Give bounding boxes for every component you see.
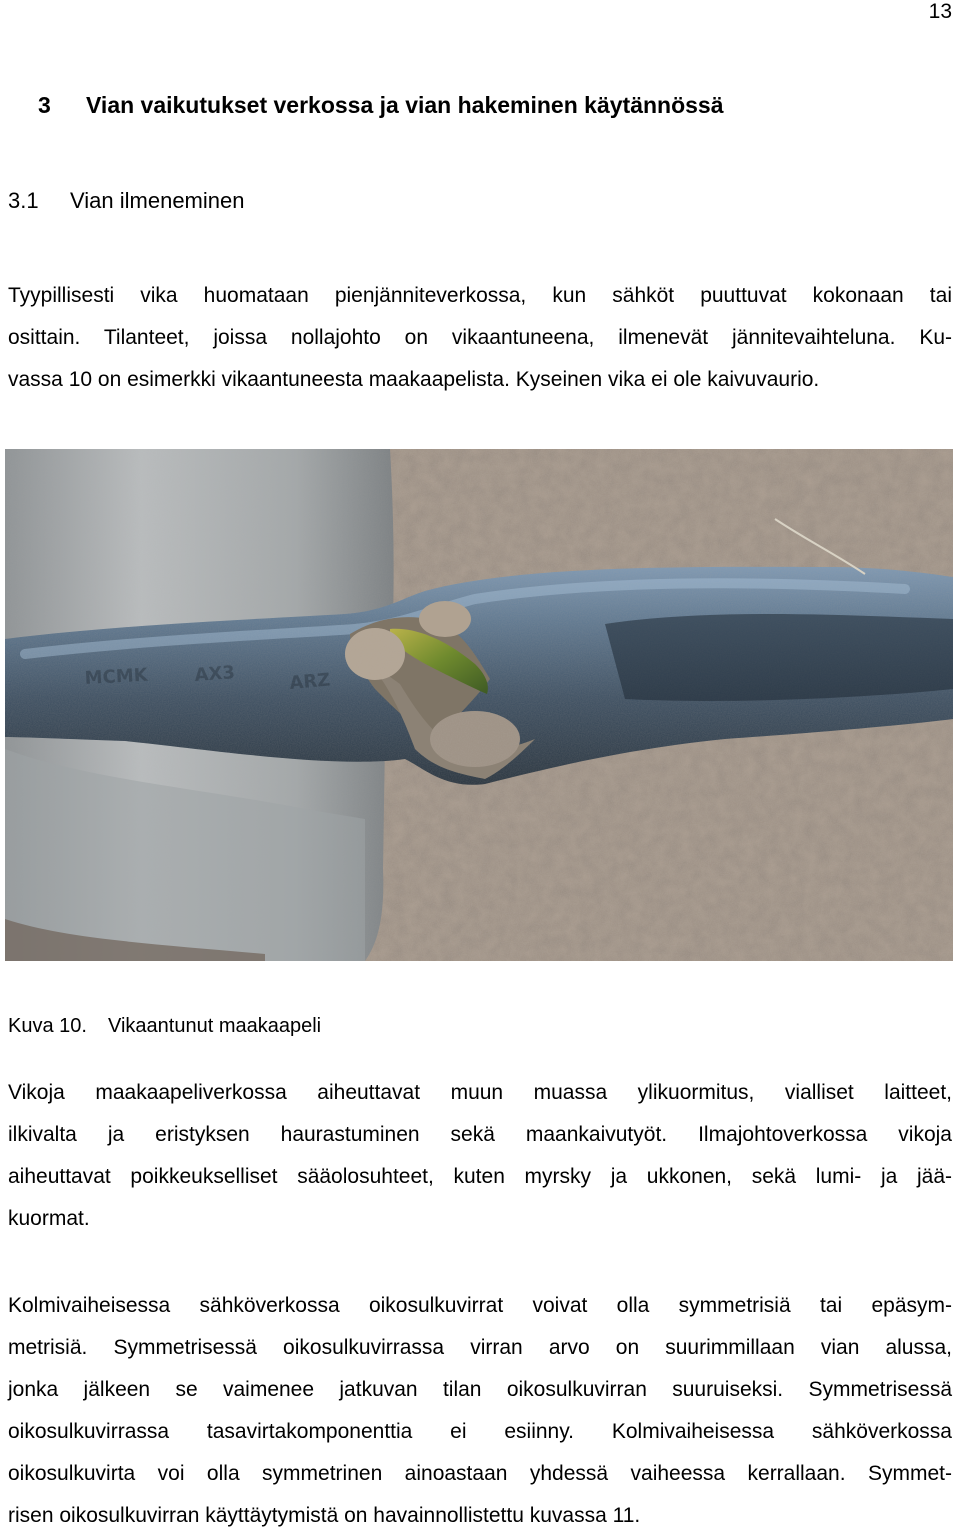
paragraph-line: metrisiä. Symmetrisessä oikosulkuvirrassa virran arvo on suurimmillaan vian alussa, xyxy=(8,1336,952,1359)
paragraph-line: oikosulkuvirrassa tasavirtakomponenttia ei esiinny. Kolmivaiheisessa sähköverkossa xyxy=(8,1420,952,1443)
paragraph-line: kuormat. xyxy=(8,1207,90,1230)
figure-caption-text: Vikaantunut maakaapeli xyxy=(108,1015,322,1037)
paragraph-intro xyxy=(8,275,952,401)
page-number: 13 xyxy=(928,0,952,23)
section-title: Vian ilmeneminen xyxy=(70,188,245,213)
section-number: 3.1 xyxy=(8,188,39,213)
figure-caption-label: Kuva 10. xyxy=(8,1015,87,1037)
paragraph-line: oikosulkuvirta voi olla symmetrinen ainoastaan yhdessä vaiheessa kerrallaan. Symmet- xyxy=(8,1462,952,1485)
paragraph-line: Vikoja maakaapeliverkossa aiheuttavat muun muassa ylikuormitus, vialliset laitteet, xyxy=(8,1081,952,1104)
svg-text:MCMK: MCMK xyxy=(84,664,149,689)
paragraph-line: ilkivalta ja eristyksen haurastuminen sekä maankaivutyöt. Ilmajohtoverkossa vikoja xyxy=(8,1123,952,1146)
paragraph-fault-causes xyxy=(8,1072,952,1240)
chapter-title: Vian vaikutukset verkossa ja vian hakeminen käytännössä xyxy=(86,92,724,118)
paragraph-line: risen oikosulkuvirran käyttäytymistä on havainnollistettu kuvassa 11. xyxy=(8,1504,641,1527)
paragraph-line: vassa 10 on esimerkki vikaantuneesta maakaapelista. Kyseinen vika ei ole kaivuvaurio. xyxy=(8,368,820,391)
paragraph-line: jonka jälkeen se vaimenee jatkuvan tilan oikosulkuvirran suuruiseksi. Symmetrisessä xyxy=(8,1378,952,1401)
paragraph-line: aiheuttavat poikkeukselliset sääolosuhteet, kuten myrsky ja ukkonen, sekä lumi- ja jää- xyxy=(8,1165,952,1188)
svg-text:ARZ: ARZ xyxy=(288,669,332,694)
damaged-cable-photo xyxy=(5,449,953,961)
section-heading xyxy=(8,186,244,216)
paragraph-short-circuit xyxy=(8,1285,952,1537)
paragraph-line: Tyypillisesti vika huomataan pienjänniteverkossa, kun sähköt puuttuvat kokonaan tai xyxy=(8,284,952,307)
paragraph-line: Kolmivaiheisessa sähköverkossa oikosulkuvirrat voivat olla symmetrisiä tai epäsym- xyxy=(8,1294,952,1317)
chapter-heading xyxy=(38,90,724,120)
figure-caption xyxy=(8,1012,321,1040)
chapter-number: 3 xyxy=(38,92,51,118)
paragraph-line: osittain. Tilanteet, joissa nollajohto on vikaantuneena, ilmenevät jännitevaihteluna. Ku- xyxy=(8,326,952,349)
svg-text:AX3: AX3 xyxy=(193,662,236,686)
